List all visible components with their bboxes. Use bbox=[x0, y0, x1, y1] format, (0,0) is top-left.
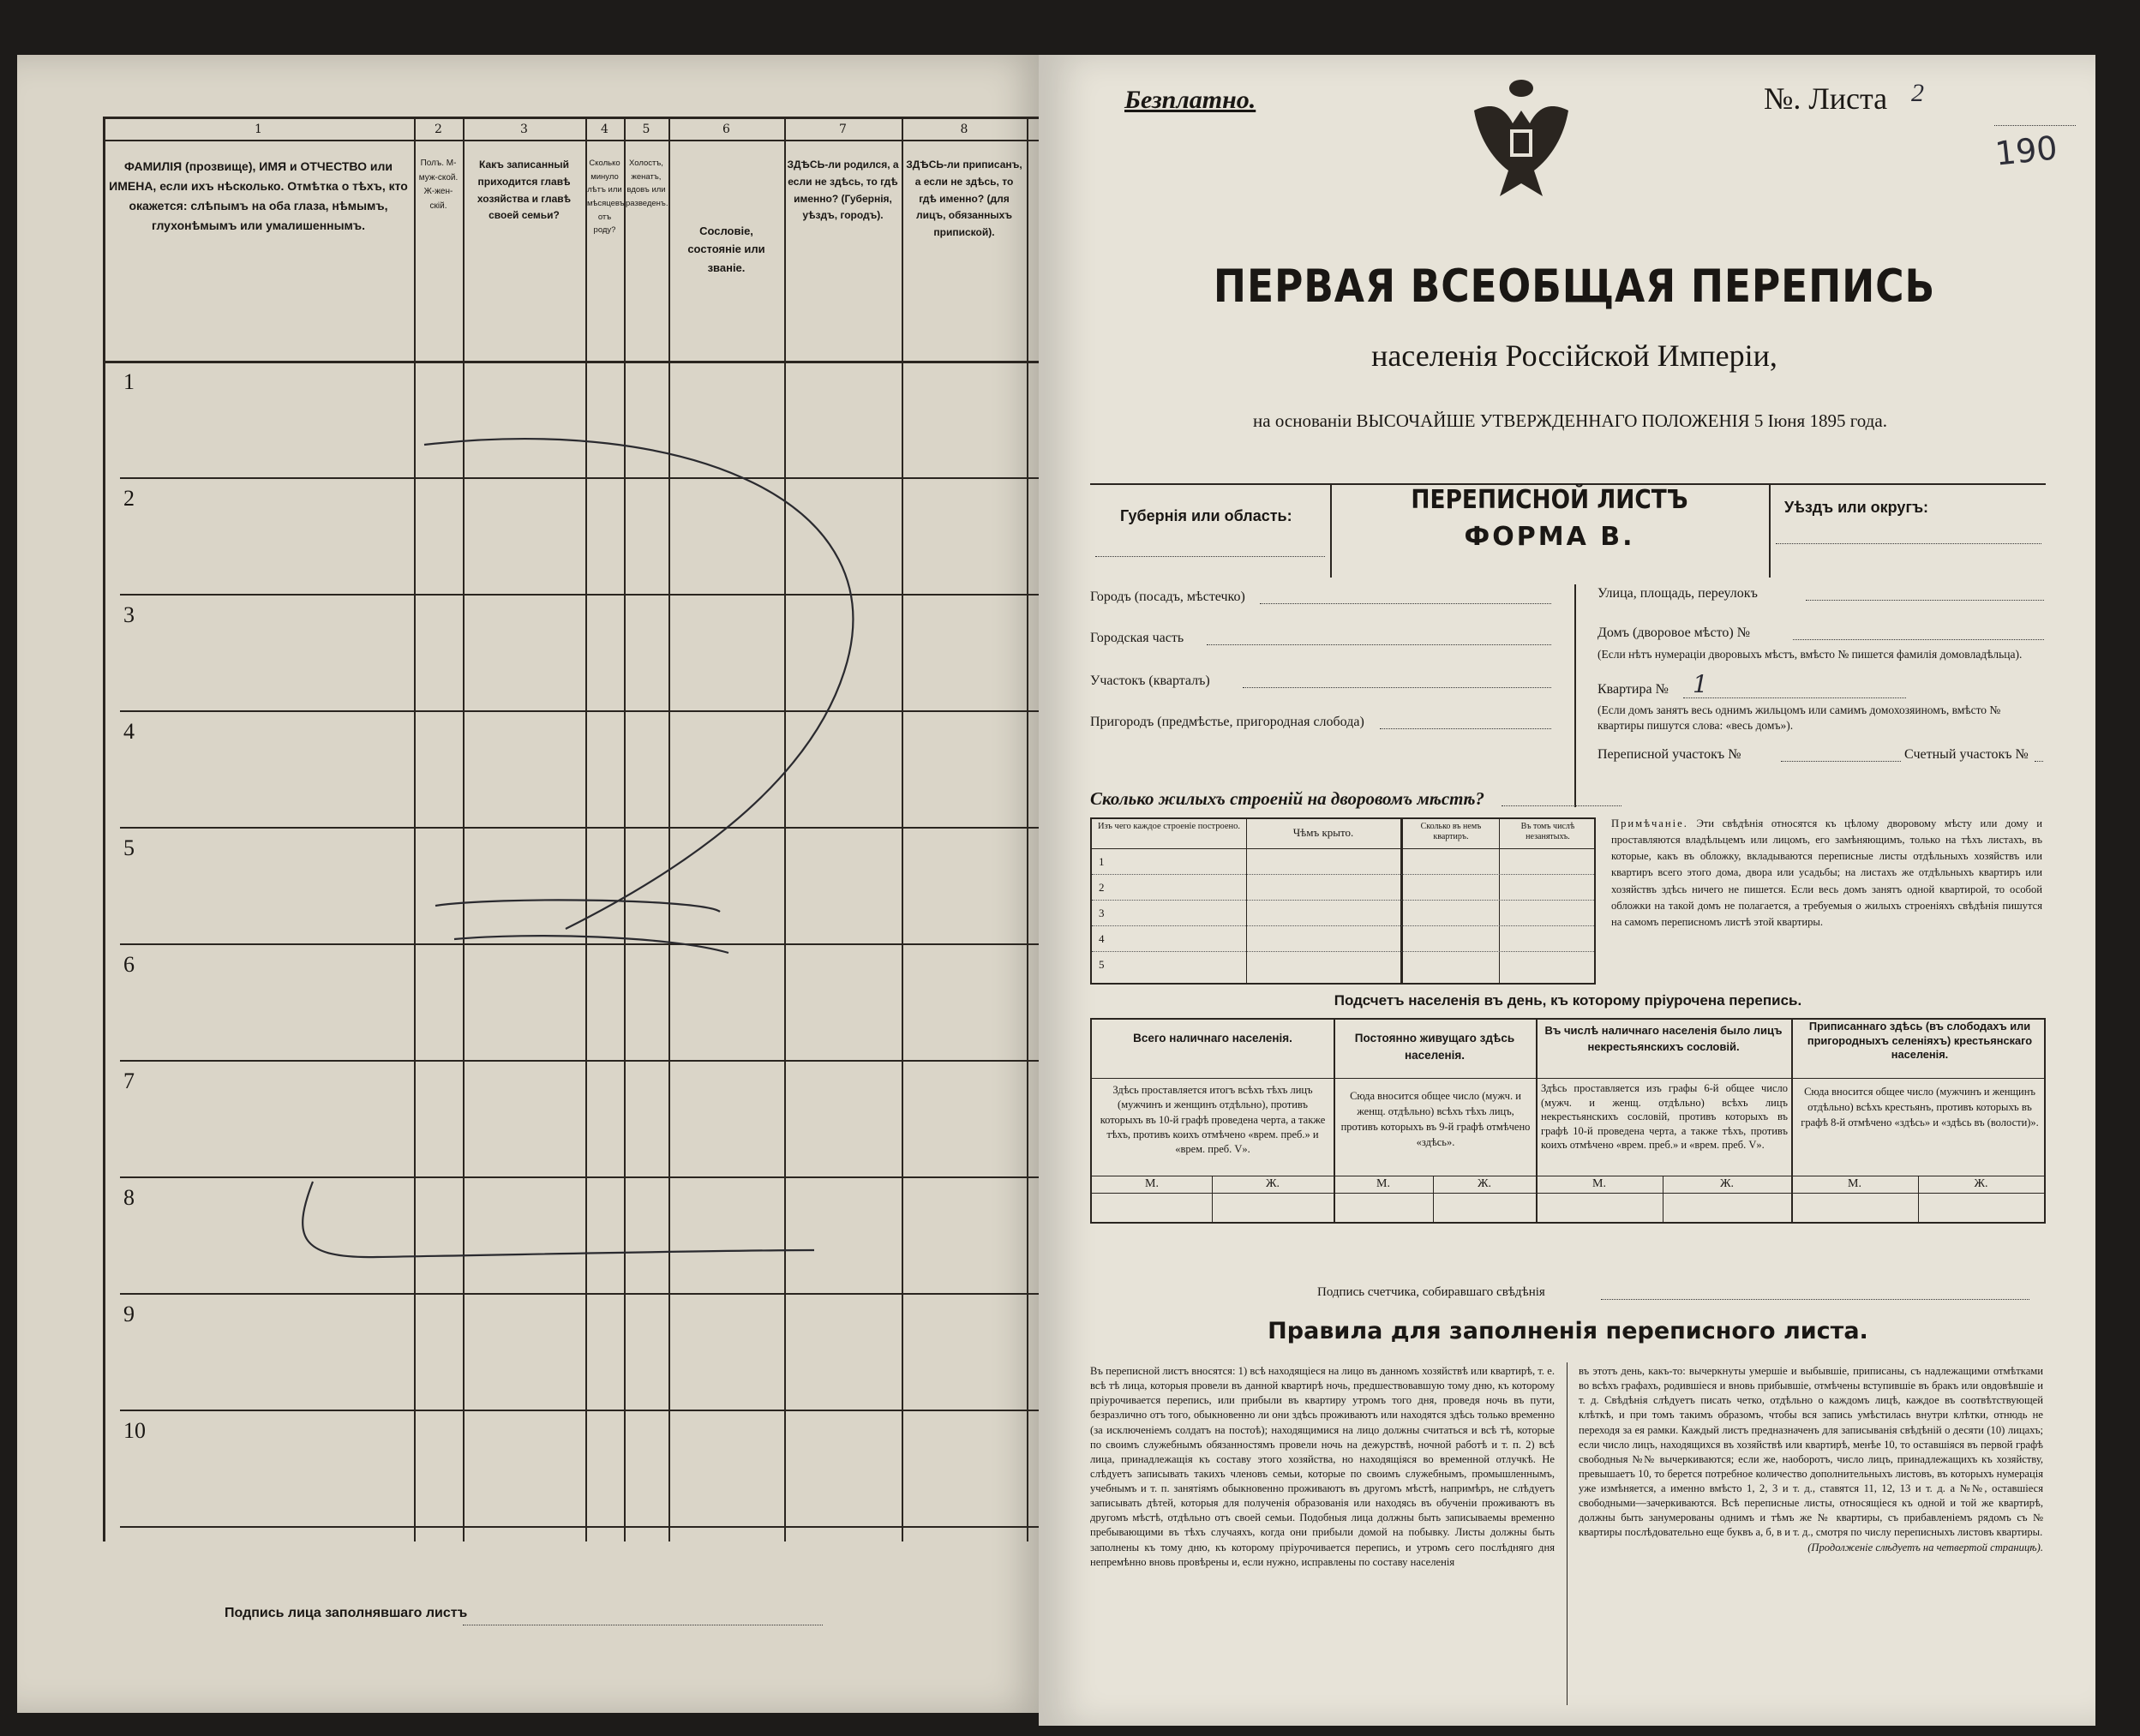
count-body-present: Здѣсь проставляется итогъ всѣхъ тѣхъ лицъ (мужчинъ и женщинъ отдѣльно), противъ которыхъ въ 10-й графѣ проведена черта, а также тѣхъ, противъ коихъ отмѣчено «врем. преб.» и «врем. преб. V». bbox=[1100, 1084, 1326, 1155]
col-header-age: Сколько минуло лѣтъ или мѣсяцевъ отъ роду? bbox=[587, 159, 625, 236]
buildings-row-line bbox=[1092, 900, 1594, 901]
buildings-row-number: 5 bbox=[1099, 958, 1105, 971]
count-header-line bbox=[1092, 1078, 2044, 1079]
buildings-row-number: 2 bbox=[1099, 881, 1105, 894]
col-header-estate: Сословіе, состояніе или званіе. bbox=[687, 224, 765, 274]
col-number: 2 bbox=[435, 123, 442, 136]
city-part-field[interactable] bbox=[1207, 644, 1551, 645]
buildings-col bbox=[1400, 819, 1403, 983]
col-header-marital: Холостъ, женатъ, вдовъ или разведенъ. bbox=[626, 159, 668, 209]
count-female-label: Ж. bbox=[1719, 1177, 1735, 1190]
count-body-nonpeasant: Здѣсь проставляется изъ графы 6-й общее число (мужч. и женщ. отдѣльно) всѣхъ лицъ некрестьянскихъ сословій, противъ которыхъ въ графѣ 10-й проведена черта, а также тѣхъ, противъ коихъ отмѣчено «врем. преб.» и «врем. преб. V». bbox=[1541, 1082, 1788, 1151]
free-label: Безплатно. bbox=[1124, 86, 1256, 114]
count-body-permanent: Сюда вносится общее число (мужч. и женщ. отдѣльно) всѣхъ тѣхъ лицъ, противъ которыхъ въ 9-й графѣ отмѣчено «здѣсь». bbox=[1340, 1090, 1531, 1149]
right-page bbox=[1039, 55, 2095, 1726]
row-number: 3 bbox=[123, 602, 135, 627]
rules-continued-note: (Продолженіе слѣдуетъ на четвертой страницѣ). bbox=[1807, 1541, 2043, 1553]
col-header-sex: Полъ. М-муж-ской. Ж-жен-скій. bbox=[418, 159, 459, 211]
count-col bbox=[1334, 1020, 1335, 1222]
buildings-header-vacant: Въ томъ числѣ незанятыхъ. bbox=[1520, 822, 1575, 841]
town-field[interactable] bbox=[1260, 603, 1551, 604]
row-number: 8 bbox=[123, 1185, 135, 1210]
col-header-name: ФАМИЛІЯ (прозвище), ИМЯ и ОТЧЕСТВО или ИМЕНА, если ихъ нѣсколько. Отмѣтка о тѣхъ, кто окажется: слѣпымъ на оба глаза, нѣмымъ, глухонѣмымъ или умалишеннымъ. bbox=[109, 159, 408, 233]
buildings-field[interactable] bbox=[1502, 805, 1621, 806]
apartment-handwritten-value: 1 bbox=[1693, 670, 1708, 698]
buildings-row-number: 3 bbox=[1099, 907, 1105, 919]
col-number: 1 bbox=[255, 123, 262, 136]
page-title: ПЕРВАЯ ВСЕОБЩАЯ ПЕРЕПИСЬ bbox=[1213, 260, 1936, 313]
town-label: Городъ (посадъ, мѣстечко) bbox=[1090, 590, 1245, 604]
count-male-label: М. bbox=[1848, 1177, 1861, 1190]
buildings-row-number: 1 bbox=[1099, 855, 1105, 868]
count-head-present: Всего наличнаго населенія. bbox=[1133, 1032, 1292, 1045]
col-number: 4 bbox=[601, 123, 608, 136]
count-female-label: Ж. bbox=[1974, 1177, 1988, 1190]
count-male-label: М. bbox=[1376, 1177, 1390, 1190]
counter-signature-field[interactable] bbox=[1601, 1299, 2029, 1300]
count-head-peasant: Приписаннаго здѣсь (въ слободахъ или пригородныхъ селеніяхъ) крестьянскаго населенія. bbox=[1807, 1020, 2033, 1062]
buildings-header-line bbox=[1092, 848, 1594, 849]
street-field[interactable] bbox=[1806, 600, 2044, 601]
row-number: 9 bbox=[123, 1302, 135, 1326]
col-number: 7 bbox=[839, 123, 847, 136]
rules-divider bbox=[1567, 1362, 1568, 1705]
col-number: 5 bbox=[642, 123, 650, 136]
buildings-table bbox=[1090, 817, 1596, 985]
buildings-row-line bbox=[1092, 925, 1594, 926]
uezd-field[interactable] bbox=[1776, 543, 2041, 544]
apartment-field[interactable] bbox=[1683, 697, 1906, 698]
count-head-permanent: Постоянно живущаго здѣсь населенія. bbox=[1354, 1032, 1515, 1062]
buildings-row-line bbox=[1092, 951, 1594, 952]
col-header-relation: Какъ записанный приходится главѣ хозяйства и главѣ своей семьи? bbox=[477, 159, 572, 222]
street-label: Улица, площадь, переулокъ bbox=[1598, 586, 1758, 601]
col-number: 8 bbox=[960, 123, 968, 136]
count-value-line bbox=[1092, 1193, 2044, 1194]
city-part-label: Городская часть bbox=[1090, 631, 1184, 645]
counter-signature-label: Подпись счетчика, собиравшаго свѣдѣнія bbox=[1317, 1285, 1545, 1299]
population-count-table bbox=[1090, 1018, 2046, 1224]
handwritten-z-strike bbox=[17, 55, 1050, 1713]
row-number: 5 bbox=[123, 835, 135, 860]
count-col bbox=[1536, 1020, 1538, 1222]
buildings-header-apartments: Сколько въ немъ квартиръ. bbox=[1420, 822, 1482, 841]
col-number: 6 bbox=[722, 123, 730, 136]
count-female-label: Ж. bbox=[1265, 1177, 1280, 1190]
precinct-field[interactable] bbox=[1243, 687, 1551, 688]
buildings-row-number: 4 bbox=[1099, 932, 1105, 945]
apartment-label: Квартира № bbox=[1598, 682, 1669, 697]
sheet-number-label: №. Листа bbox=[1764, 81, 1888, 116]
row-number: 10 bbox=[123, 1418, 146, 1443]
address-divider bbox=[1574, 584, 1576, 807]
uezd-label: Уѣздъ или округъ: bbox=[1784, 499, 1929, 516]
house-field[interactable] bbox=[1793, 639, 2044, 640]
form-label: ФОРМА В. bbox=[1464, 522, 1635, 552]
buildings-note-title: Примѣчаніе. bbox=[1611, 817, 1688, 829]
row-number: 1 bbox=[123, 369, 135, 394]
handwritten-sheet-number: 2 bbox=[1911, 79, 1924, 107]
suburb-field[interactable] bbox=[1380, 728, 1551, 729]
rules-title: Правила для заполненія переписного листа. bbox=[1268, 1318, 1868, 1344]
buildings-col bbox=[1499, 819, 1500, 983]
basis-line: на основаніи ВЫСОЧАЙШЕ УТВЕРЖДЕННАГО ПОЛОЖЕНІЯ 5 Іюня 1895 года. bbox=[1253, 410, 1887, 431]
precinct-label: Участокъ (кварталъ) bbox=[1090, 673, 1210, 688]
apartment-note: (Если домъ занятъ весь однимъ жильцомъ или самимъ домохозяиномъ, вмѣсто № квартиры пишутся слова: «весь домъ»). bbox=[1598, 703, 2001, 732]
count-col bbox=[1791, 1020, 1793, 1222]
count-male-label: М. bbox=[1592, 1177, 1606, 1190]
buildings-header-material: Изъ чего каждое строеніе построено. bbox=[1097, 822, 1241, 831]
buildings-header-roof: Чѣмъ крыто. bbox=[1292, 826, 1354, 839]
double-headed-eagle-emblem bbox=[1466, 76, 1577, 205]
col-header-birthplace: ЗДѢСЬ-ли родился, а если не здѣсь, то гдѣ именно? (Губернія, уѣздъ, городъ). bbox=[787, 159, 899, 222]
form-header-divider bbox=[1769, 483, 1771, 578]
gubernia-field[interactable] bbox=[1095, 556, 1325, 557]
household-signature-label: Подпись лица заполнявшаго листъ bbox=[225, 1606, 468, 1620]
gubernia-label: Губернія или область: bbox=[1120, 507, 1292, 524]
col-header-registration: ЗДѢСЬ-ли приписанъ, а если не здѣсь, то гдѣ именно? (для лицъ, обязанныхъ припиской). bbox=[906, 159, 1022, 239]
buildings-note-text: Эти свѣдѣнія относятся къ цѣлому дворовому мѣсту или дому и проставляются владѣльцемъ или лицомъ, его замѣняющимъ, только на тѣхъ листахъ, въ которые, какъ въ обложку, вкладываются переписные листы отдѣльныхъ хозяйствъ или квартиръ всего этого дома, двора или усадьбы; на листахъ же отдѣльныхъ квартиръ или хозяйствъ здѣсь ничего не пишется. Если весь домъ занятъ одной квартирой, то особой обложки на такой домъ не полагается, а требуемыя о жилыхъ строеніяхъ свѣдѣнія пишутся на самомъ переписномъ листѣ этой квартиры. bbox=[1611, 817, 2043, 928]
sheet-title: ПЕРЕПИСНОЙ ЛИСТЪ bbox=[1411, 485, 1688, 515]
handwritten-folio-number: 190 bbox=[1993, 129, 2059, 173]
rules-column-2 bbox=[1579, 1364, 2043, 1555]
count-female-label: Ж. bbox=[1477, 1177, 1492, 1190]
house-note: (Если нѣтъ нумераціи дворовыхъ мѣстъ, вмѣсто № пишется фамилія домовладѣльца). bbox=[1598, 648, 2023, 661]
counting-district-label: Счетный участокъ № bbox=[1904, 747, 2029, 762]
suburb-label: Пригородъ (предмѣстье, пригородная слобода) bbox=[1090, 715, 1364, 729]
left-page bbox=[17, 55, 1050, 1713]
buildings-question: Сколько жилыхъ строеній на дворовомъ мѣстѣ? bbox=[1090, 788, 1485, 809]
page-subtitle: населенія Россійской Имперіи, bbox=[1371, 338, 1777, 373]
house-label: Домъ (дворовое мѣсто) № bbox=[1598, 626, 1750, 640]
census-district-label: Переписной участокъ № bbox=[1598, 747, 1741, 762]
buildings-col bbox=[1246, 819, 1247, 983]
row-number: 2 bbox=[123, 486, 135, 511]
count-head-nonpeasant: Въ числѣ наличнаго населенія было лицъ некрестьянскихъ сословій. bbox=[1544, 1024, 1783, 1053]
col-number: 3 bbox=[520, 123, 528, 136]
count-body-peasant: Сюда вносится общее число (мужчинъ и женщинъ отдѣльно) всѣхъ крестьянъ, противъ которыхъ въ графѣ 8-й отмѣчено «здѣсь» и «здѣсь въ (волости)». bbox=[1801, 1086, 2039, 1128]
rules-column-1: Въ переписной листъ вносятся: 1) всѣ находящіеся на лицо въ данномъ хозяйствѣ или квартирѣ, т. е. всѣ тѣ лица, которыя провели въ данной квартирѣ ночь, предшествовавшую тому дню, къ которому пріурочивается перепись, или прибыли въ квартиру утромъ того дня, проведя ночь въ пути, безразлично отъ того, обыкновенно ли они здѣсь проживаютъ или находятся здѣсь только временно (за исключеніемъ солдатъ на постоѣ); находящимися на лицо должны считаться и всѣ тѣ, которые по своимъ служебнымъ обязанностямъ провели ночь на дежурствѣ, ночной работѣ и т. п. 2) всѣ лица, принадлежащія къ составу этого хозяйства, но находящіяся во временной отлучкѣ. Не слѣдуетъ записывать такихъ членовъ семьи, которые по своимъ служебнымъ, промышленнымъ, учебнымъ и т. п. занятіямъ обыкновенно проживаютъ въ другомъ мѣстѣ, напримѣръ, не слѣдуетъ записывать дѣтей, которыя для полученія образованія или находясь въ обученіи проживаютъ въ другомъ мѣстѣ, отдѣльно отъ своей семьи. Подобныя лица должны быть записываемы временно пребывающими въ тѣхъ случаяхъ, когда они прибыли домой на побывку. Листы должны быть заполнены къ тому дню, къ которому пріурочивается перепись, и утромъ сего послѣдняго дня непремѣнно вновь провѣрены и, если нужно, исправлены по составу населенія bbox=[1090, 1365, 1555, 1568]
buildings-note bbox=[1611, 816, 2042, 931]
count-male-label: М. bbox=[1145, 1177, 1159, 1190]
count-title: Подсчетъ населенія въ день, къ которому пріурочена перепись. bbox=[1334, 992, 1802, 1009]
counting-district-field[interactable] bbox=[2035, 761, 2043, 762]
row-number: 7 bbox=[123, 1069, 135, 1093]
row-number: 6 bbox=[123, 952, 135, 977]
census-district-field[interactable] bbox=[1781, 761, 1901, 762]
row-number: 4 bbox=[123, 719, 135, 744]
buildings-row-line bbox=[1092, 874, 1594, 875]
sheet-number-line bbox=[1994, 125, 2076, 126]
rules-column-2-text: въ этотъ день, какъ-то: вычеркнуты умершіе и выбывшіе, приписаны, съ надлежащими отмѣтками во всѣхъ графахъ, родившіеся и вновь прибывшіе, отмѣчены вступившіе въ бракъ или овдовѣвшіе и т. д. Свѣдѣнія слѣдуетъ писать четко, отдѣльно о каждомъ лицѣ, каждое въ соотвѣтствующей клѣткѣ, и при томъ такимъ образомъ, чтобы вся запись умѣстилась внутри клѣтки, отнюдь не переходя за ея рамки. Каждый листъ предназначенъ для записыванія свѣдѣній о десяти (10) лицахъ; если число лицъ, находящихся въ хозяйствѣ или квартирѣ, менѣе 10, то оставшіяся въ первой графѣ свободныя №№ вычеркиваются; если же, наоборотъ, число лицъ, принадлежащихъ къ хозяйству, превышаетъ 10, то берется потребное количество дополнительныхъ листовъ, въ которыхъ нумерація уже измѣняется, а именно вмѣсто 1, 2, 3 и т. д., ставятся 11, 12, 13 и т. д. а №№, оставшіеся свободными—зачеркиваются. Всѣ переписные листы, относящіеся къ одной и той же квартирѣ, должны быть занумерованы однимъ и тѣмъ же № квартиры, съ прибавленіемъ рядомъ съ № квартиры послѣдовательно еще буквъ а, б, в и т. д., смотря по числу переписныхъ листовъ квартиры. bbox=[1579, 1365, 2043, 1539]
